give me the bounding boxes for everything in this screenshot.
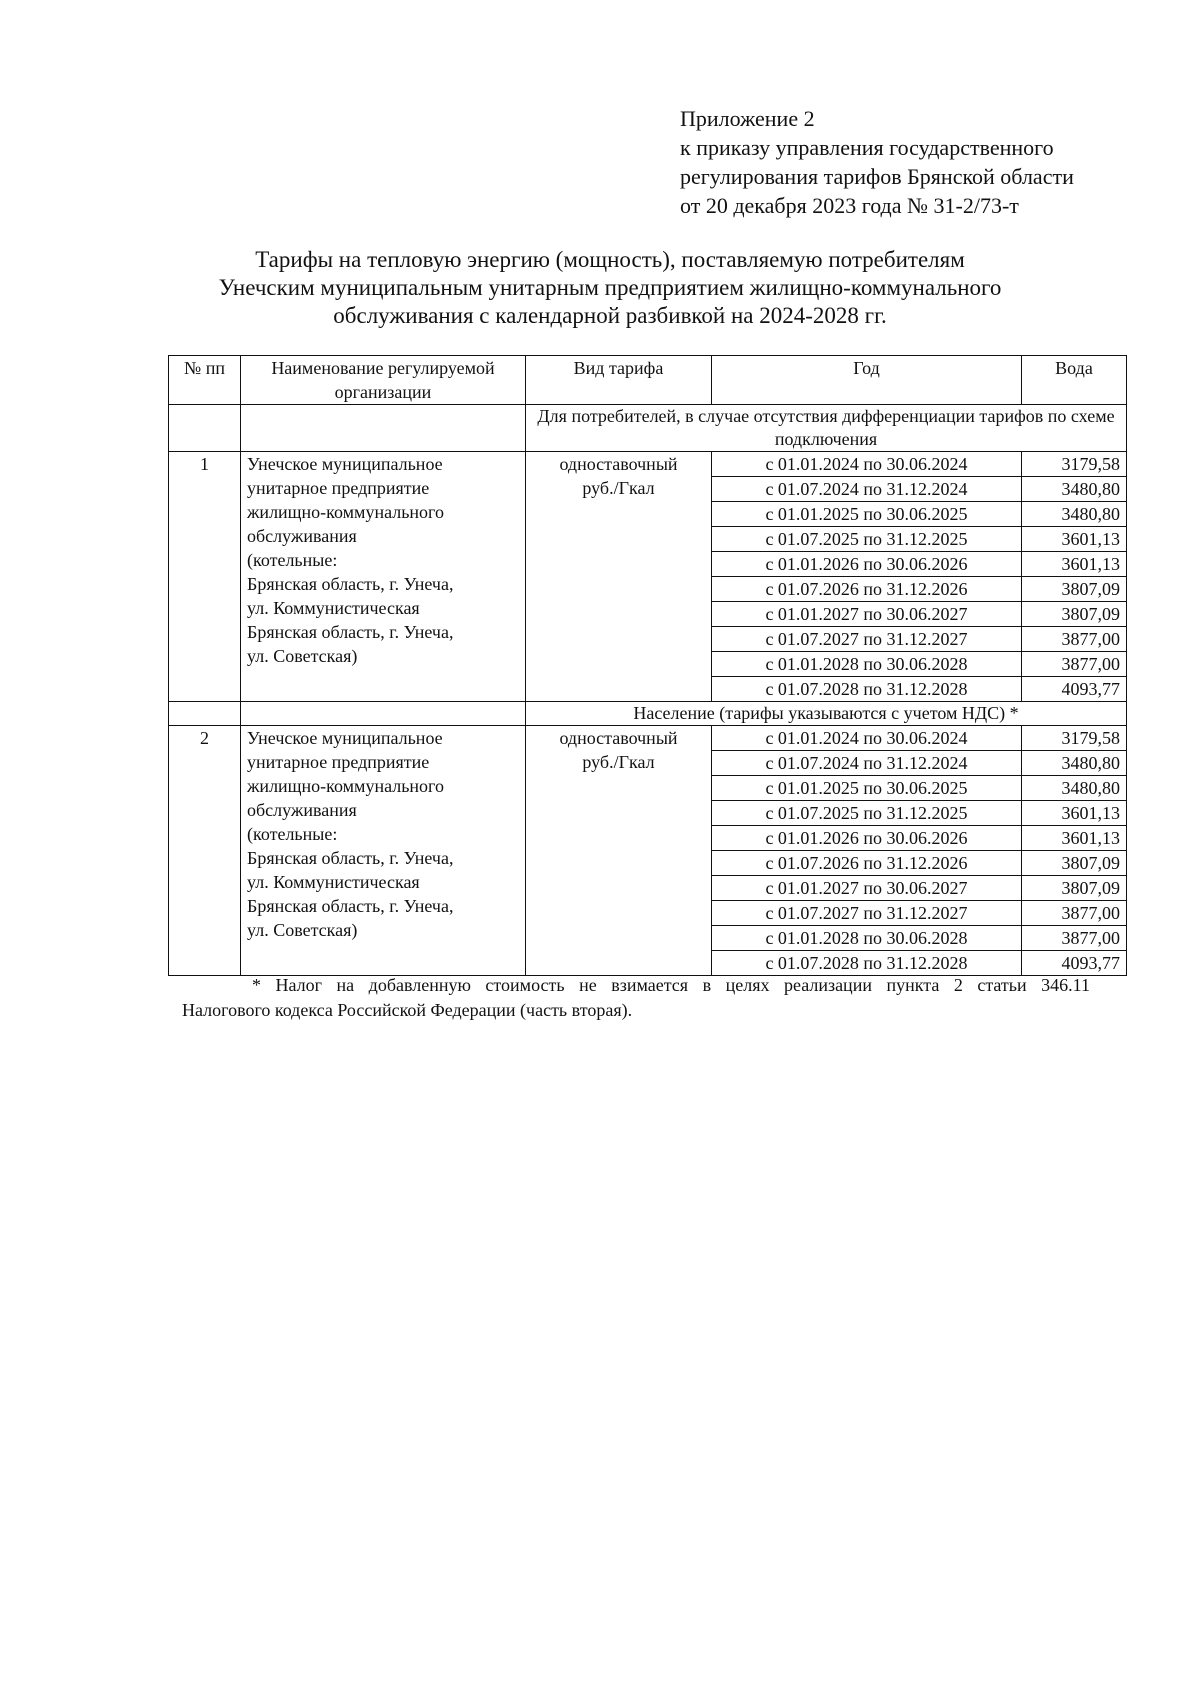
period-cell: с 01.01.2028 по 30.06.2028 — [712, 926, 1022, 951]
period-cell: с 01.01.2025 по 30.06.2025 — [712, 502, 1022, 527]
title-line: Тарифы на тепловую энергию (мощность), поставляемую потребителям — [255, 247, 965, 272]
organization-line: (котельные: — [247, 824, 338, 844]
organization-line: обслуживания — [247, 800, 357, 820]
footnote-line: * Налог на добавленную стоимость не взимается в целях реализации пункта 2 статьи 346.11 — [252, 975, 1090, 995]
appendix-header — [680, 104, 1074, 220]
tariff-value-cell: 4093,77 — [1022, 951, 1127, 976]
organization-line: ул. Коммунистическая — [247, 598, 420, 618]
table-row — [169, 726, 1127, 751]
organization-name — [241, 726, 526, 976]
tariff-value-cell: 3807,09 — [1022, 602, 1127, 627]
section-caption: Для потребителей, в случае отсутствия дифференциации тарифов по схеме подключения — [526, 405, 1127, 452]
period-cell: с 01.07.2028 по 31.12.2028 — [712, 677, 1022, 702]
tariff-value-cell: 3480,80 — [1022, 751, 1127, 776]
tariff-value-cell: 3480,80 — [1022, 502, 1127, 527]
period-cell: с 01.07.2024 по 31.12.2024 — [712, 477, 1022, 502]
period-cell: с 01.07.2026 по 31.12.2026 — [712, 851, 1022, 876]
organization-line: (котельные: — [247, 550, 338, 570]
tariff-type-line: руб./Гкал — [582, 478, 655, 498]
tariff-value-cell: 3601,13 — [1022, 527, 1127, 552]
tariff-type-line: одноставочный — [559, 454, 678, 474]
period-cell: с 01.01.2027 по 30.06.2027 — [712, 876, 1022, 901]
tariff-value-cell: 3179,58 — [1022, 452, 1127, 477]
footnote — [182, 973, 1090, 1023]
period-cell: с 01.07.2026 по 31.12.2026 — [712, 577, 1022, 602]
empty-cell — [169, 702, 241, 726]
header-value: Вода — [1022, 356, 1127, 405]
period-cell: с 01.07.2027 по 31.12.2027 — [712, 627, 1022, 652]
organization-line: ул. Советская) — [247, 646, 358, 666]
empty-cell — [241, 702, 526, 726]
tariff-value-cell: 3601,13 — [1022, 801, 1127, 826]
period-cell: с 01.07.2025 по 31.12.2025 — [712, 801, 1022, 826]
title-line: обслуживания с календарной разбивкой на 2024-2028 гг. — [333, 303, 887, 328]
organization-line: Брянская область, г. Унеча, — [247, 896, 454, 916]
organization-line: жилищно-коммунального — [247, 502, 444, 522]
tariff-value-cell: 3877,00 — [1022, 652, 1127, 677]
tariff-value-cell: 3807,09 — [1022, 876, 1127, 901]
section-caption-row — [169, 702, 1127, 726]
tariff-value-cell: 3179,58 — [1022, 726, 1127, 751]
empty-cell — [241, 405, 526, 452]
section-caption-row — [169, 405, 1127, 452]
title-line: Унечским муниципальным унитарным предприятием жилищно-коммунального — [218, 275, 1002, 300]
tariff-value-cell: 3601,13 — [1022, 552, 1127, 577]
header-org: Наименование регулируемой организации — [241, 356, 526, 405]
header-type: Вид тарифа — [526, 356, 712, 405]
tariff-type-line: одноставочный — [559, 728, 678, 748]
table-body — [169, 405, 1127, 976]
organization-line: унитарное предприятие — [247, 752, 430, 772]
organization-line: унитарное предприятие — [247, 478, 430, 498]
organization-line: Брянская область, г. Унеча, — [247, 848, 454, 868]
table-row — [169, 452, 1127, 477]
organization-line: Унечское муниципальное — [247, 728, 443, 748]
period-cell: с 01.07.2024 по 31.12.2024 — [712, 751, 1022, 776]
period-cell: с 01.01.2025 по 30.06.2025 — [712, 776, 1022, 801]
organization-line: Брянская область, г. Унеча, — [247, 574, 454, 594]
tariff-value-cell: 4093,77 — [1022, 677, 1127, 702]
period-cell: с 01.07.2025 по 31.12.2025 — [712, 527, 1022, 552]
organization-line: Брянская область, г. Унеча, — [247, 622, 454, 642]
appendix-line: Приложение 2 — [680, 106, 815, 131]
header-num: № пп — [169, 356, 241, 405]
tariff-value-cell: 3601,13 — [1022, 826, 1127, 851]
organization-line: жилищно-коммунального — [247, 776, 444, 796]
period-cell: с 01.01.2026 по 30.06.2026 — [712, 552, 1022, 577]
empty-cell — [169, 405, 241, 452]
tariff-table — [168, 355, 1127, 976]
period-cell: с 01.07.2027 по 31.12.2027 — [712, 901, 1022, 926]
row-number: 1 — [169, 452, 241, 702]
tariff-value-cell: 3877,00 — [1022, 926, 1127, 951]
period-cell: с 01.01.2027 по 30.06.2027 — [712, 602, 1022, 627]
appendix-line: от 20 декабря 2023 года № 31-2/73-т — [680, 193, 1019, 218]
organization-line: ул. Советская) — [247, 920, 358, 940]
period-cell: с 01.07.2028 по 31.12.2028 — [712, 951, 1022, 976]
period-cell: с 01.01.2028 по 30.06.2028 — [712, 652, 1022, 677]
row-number: 2 — [169, 726, 241, 976]
appendix-line: к приказу управления государственного — [680, 135, 1054, 160]
organization-line: ул. Коммунистическая — [247, 872, 420, 892]
section-caption: Население (тарифы указываются с учетом НДС) * — [526, 702, 1127, 726]
document-title — [160, 246, 1060, 330]
organization-line: обслуживания — [247, 526, 357, 546]
tariff-value-cell: 3480,80 — [1022, 776, 1127, 801]
period-cell: с 01.01.2024 по 30.06.2024 — [712, 726, 1022, 751]
tariff-value-cell: 3807,09 — [1022, 577, 1127, 602]
tariff-value-cell: 3877,00 — [1022, 627, 1127, 652]
table-header-row — [169, 356, 1127, 405]
tariff-type — [526, 452, 712, 702]
organization-line: Унечское муниципальное — [247, 454, 443, 474]
tariff-value-cell: 3877,00 — [1022, 901, 1127, 926]
footnote-line: Налогового кодекса Российской Федерации (часть вторая). — [182, 1000, 633, 1020]
header-year: Год — [712, 356, 1022, 405]
tariff-value-cell: 3807,09 — [1022, 851, 1127, 876]
period-cell: с 01.01.2024 по 30.06.2024 — [712, 452, 1022, 477]
period-cell: с 01.01.2026 по 30.06.2026 — [712, 826, 1022, 851]
appendix-line: регулирования тарифов Брянской области — [680, 164, 1074, 189]
organization-name — [241, 452, 526, 702]
tariff-value-cell: 3480,80 — [1022, 477, 1127, 502]
tariff-type-line: руб./Гкал — [582, 752, 655, 772]
tariff-type — [526, 726, 712, 976]
